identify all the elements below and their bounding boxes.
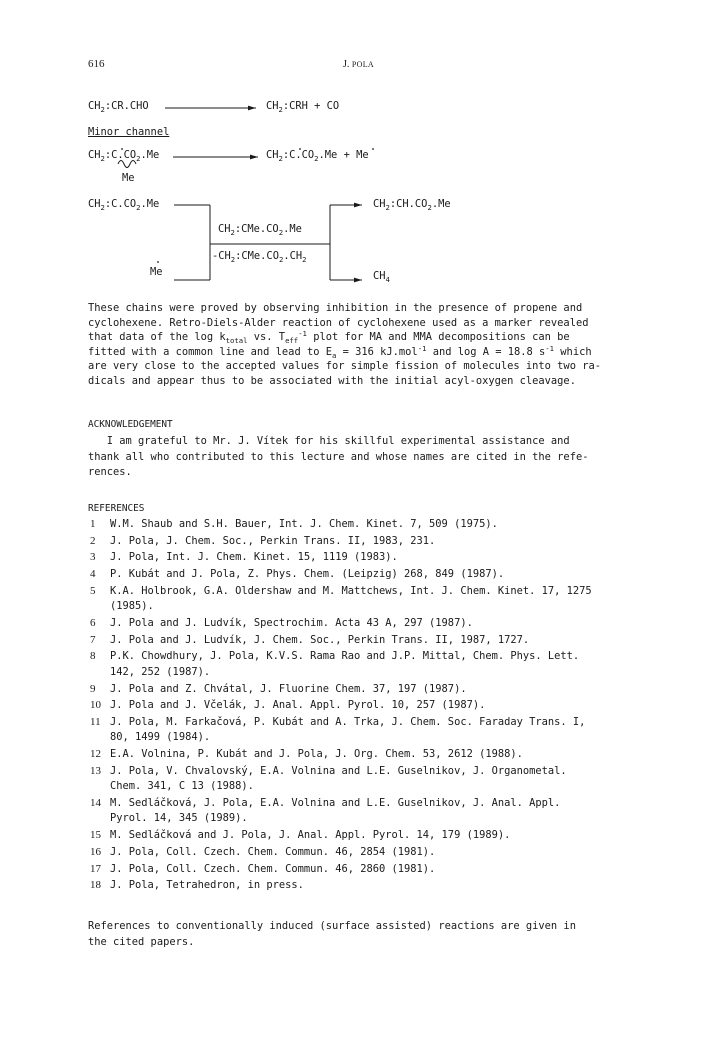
- chain-box-lower-species: $-CH_2:CMe.CO_2.CH_2$: [212, 250, 307, 264]
- acknowledgement-heading: ACKNOWLEDGEMENT: [88, 419, 173, 430]
- page-number: 616: [88, 58, 105, 70]
- reference-item: [88, 633, 648, 649]
- reference-text: M. Sedláčková and J. Pola, J. Anal. Appl. Pyrol. 14, 179 (1989).: [110, 829, 511, 842]
- reference-item: [88, 862, 648, 878]
- scheme-line1-product: $CH_2:CRH$ + CO: [266, 100, 340, 114]
- reference-item: [88, 567, 648, 583]
- reference-item: [88, 550, 648, 566]
- reference-text: J. Pola, V. Chvalovský, E.A. Volnina and L.E. Guselnikov, J. Organometal. Chem. 341, C 13 (1988).: [110, 764, 567, 793]
- reference-number: 18: [90, 879, 101, 892]
- reference-item: [88, 764, 648, 795]
- reference-item: [88, 682, 648, 698]
- reference-item: [88, 796, 648, 827]
- reference-text: J. Pola, Coll. Czech. Chem. Commun. 46, 2860 (1981).: [110, 862, 436, 875]
- body-paragraph: [88, 301, 633, 389]
- reference-text: J. Pola, M. Farkačová, P. Kubát and A. Trka, J. Chem. Soc. Faraday Trans. I, 80, 1499 (1984).: [110, 715, 586, 744]
- bond-break-mark: [118, 161, 136, 168]
- chain-box-upper-species: $CH_2:CMe.CO_2.Me$: [218, 223, 302, 237]
- reference-item: [88, 747, 648, 763]
- reference-item: [88, 534, 648, 550]
- reference-text: J. Pola, Coll. Czech. Chem. Commun. 46, 2854 (1981).: [110, 845, 436, 858]
- reference-item: [88, 517, 648, 533]
- scheme-line1-reactant: $CH_2:CR.CHO$: [88, 100, 149, 114]
- reference-text: J. Pola, Int. J. Chem. Kinet. 15, 1119 (1983).: [110, 551, 398, 564]
- reference-item: [88, 649, 648, 680]
- closing-line: References to conventionally induced (surface assisted) reactions are given in: [88, 920, 576, 932]
- scheme-line2-products: $CH_2:C.CO_2.Me + Me$: [266, 149, 369, 163]
- reference-item: [88, 845, 648, 861]
- running-head-initial: J.: [343, 59, 350, 70]
- reference-number: 13: [90, 764, 101, 777]
- reference-number: 16: [90, 845, 101, 858]
- scheme-line3-reactant: $CH_2:C.CO_2.Me$: [88, 198, 160, 212]
- reference-item: [88, 828, 648, 844]
- radical-dot: [157, 261, 159, 263]
- reference-text: J. Pola and J. Ludvík, Spectrochim. Acta 43 A, 297 (1987).: [110, 616, 473, 629]
- radical-dot: [372, 148, 374, 150]
- reference-text: J. Pola, Tetrahedron, in press.: [110, 879, 304, 892]
- reference-number: 17: [90, 862, 101, 875]
- reference-number: 1: [90, 518, 96, 530]
- reference-item: [88, 698, 648, 714]
- scheme-line3-methyl-radical: Me: [150, 266, 163, 278]
- scheme-line2-reactant: $CH_2:C.CO_2.Me$: [88, 149, 160, 163]
- reference-number: 2: [90, 534, 96, 547]
- references-heading: REFERENCES: [88, 503, 145, 514]
- reference-text: K.A. Holbrook, G.A. Oldershaw and M. Mattchews, Int. J. Chem. Kinet. 17, 1275 (1985).: [110, 584, 592, 613]
- scheme-line3-product-methane: $CH_4$: [373, 270, 390, 284]
- reference-number: 6: [90, 616, 96, 629]
- reference-text: J. Pola, J. Chem. Soc., Perkin Trans. II, 1983, 231.: [110, 534, 436, 547]
- scheme-line3-product-top: $CH_2:CH.CO_2.Me$: [373, 198, 451, 212]
- running-head-name: POLA: [351, 60, 374, 69]
- reference-number: 15: [90, 829, 101, 842]
- reference-number: 3: [90, 551, 96, 564]
- reference-number: 8: [90, 650, 96, 663]
- reference-number: 4: [90, 568, 96, 581]
- reference-number: 14: [90, 796, 101, 809]
- ack-line: rences.: [88, 466, 132, 478]
- body-line: dicals and appear thus to be associated with the initial acyl-oxygen cleavage.: [88, 374, 576, 387]
- minor-channel-label: Minor channel: [88, 126, 170, 138]
- reference-text: J. Pola and Z. Chvátal, J. Fluorine Chem. 37, 197 (1987).: [110, 682, 467, 695]
- scheme-line2-methyl-label: Me: [122, 172, 135, 184]
- reference-number: 5: [90, 584, 96, 597]
- reference-item: [88, 584, 648, 615]
- ack-line: I am grateful to Mr. J. Vítek for his skillful experimental assistance and: [88, 435, 570, 447]
- reference-text: P.K. Chowdhury, J. Pola, K.V.S. Rama Rao and J.P. Mittal, Chem. Phys. Lett. 142, 252 (1987).: [110, 650, 580, 678]
- body-line: fitted with a common line and lead to $E_a = 316$ kJ.mol$^{-1}$ and log A = 18.8 $s^{-1}$ which: [88, 343, 592, 360]
- reference-text: E.A. Volnina, P. Kubát and J. Pola, J. Org. Chem. 53, 2612 (1988).: [110, 748, 523, 761]
- body-line: that data of the $\log k_{total}$ vs. $T_{eff}^{-1}$ plot for MA and MMA decompositions can be: [88, 329, 570, 346]
- body-line: These chains were proved by observing inhibition in the presence of propene and: [88, 302, 583, 314]
- reference-text: J. Pola and J. Ludvík, J. Chem. Soc., Perkin Trans. II, 1987, 1727.: [110, 633, 530, 646]
- reference-number: 9: [90, 682, 96, 695]
- closing-line: the cited papers.: [88, 935, 195, 948]
- reference-text: M. Sedláčková, J. Pola, E.A. Volnina and L.E. Guselnikov, J. Anal. Appl. Pyrol. 14, 345 (1989).: [110, 796, 561, 825]
- reference-text: J. Pola and J. Včelák, J. Anal. Appl. Pyrol. 10, 257 (1987).: [110, 699, 486, 712]
- reference-number: 10: [90, 699, 101, 712]
- body-line: are very close to the accepted values for simple fission of molecules into two ra-: [88, 360, 601, 373]
- reference-item: [88, 715, 648, 746]
- reference-number: 11: [90, 715, 101, 728]
- acknowledgement-text: [88, 434, 588, 481]
- reference-text: W.M. Shaub and S.H. Bauer, Int. J. Chem. Kinet. 7, 509 (1975).: [110, 518, 498, 530]
- closing-note: [88, 919, 576, 950]
- ack-line: thank all who contributed to this lecture and whose names are cited in the refe-: [88, 450, 589, 463]
- reference-item: [88, 878, 648, 894]
- reference-text: P. Kubát and J. Pola, Z. Phys. Chem. (Leipzig) 268, 849 (1987).: [110, 568, 505, 581]
- reference-item: [88, 616, 648, 632]
- references-list: [88, 517, 648, 895]
- body-line: cyclohexene. Retro-Diels-Alder reaction of cyclohexene used as a marker revealed: [88, 316, 589, 329]
- reference-number: 7: [90, 633, 96, 646]
- reference-number: 12: [90, 748, 101, 761]
